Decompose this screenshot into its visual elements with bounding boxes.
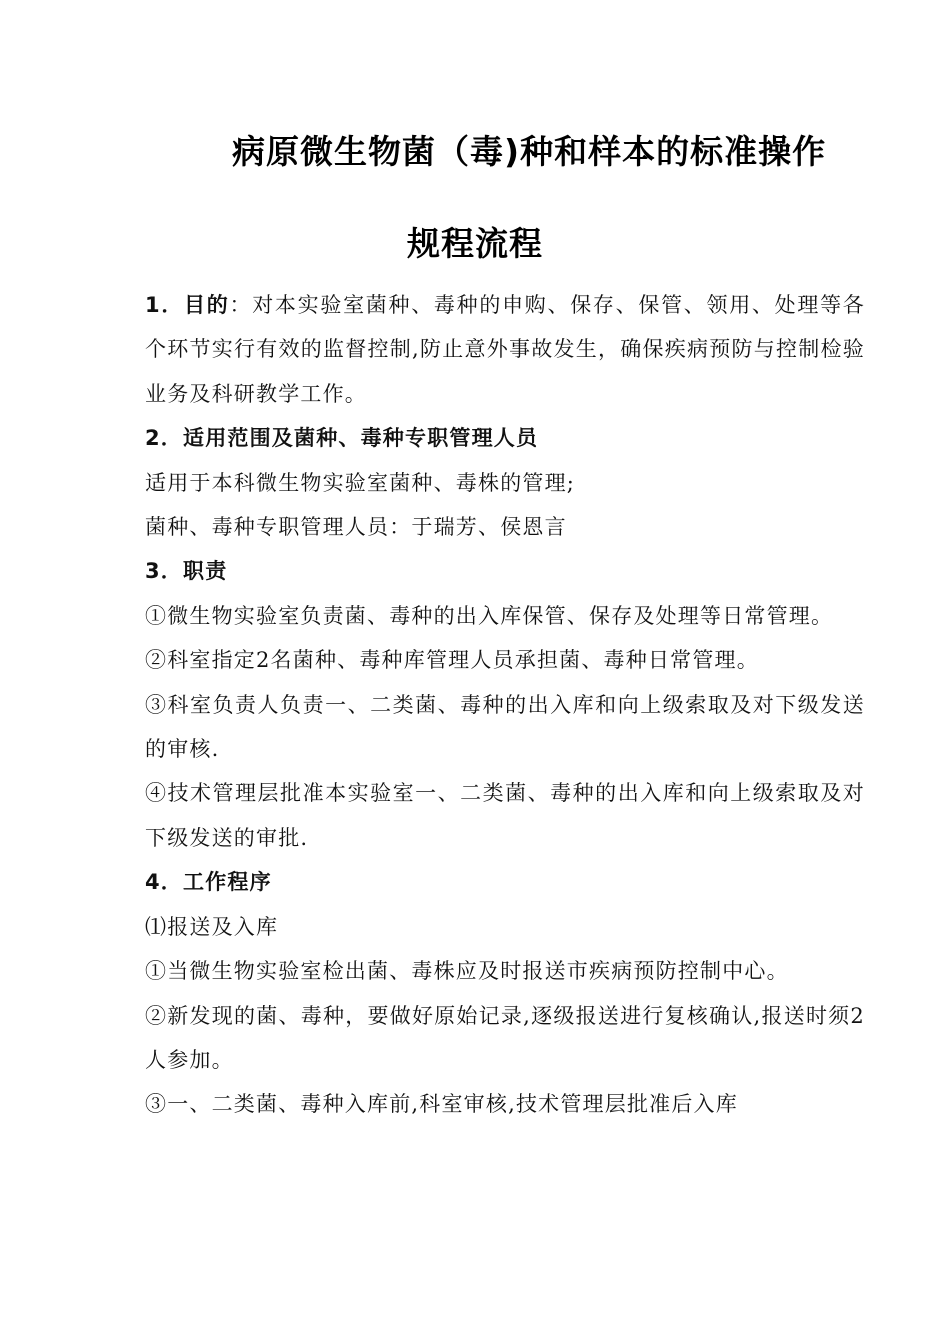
section-3-item-1: ①微生物实验室负责菌、毒种的出入库保管、保存及处理等日常管理。 (145, 603, 834, 628)
section-1-text: 对本实验室菌种、毒种的申购、保存、保管、领用、处理等各个环节实行有效的监督控制,防止意外事故发生，确保疾病预防与控制检验业务及科研教学工作。 (145, 293, 865, 406)
section-3-item-4: ④技术管理层批准本实验室一、二类菌、毒种的出入库和向上级索取及对下级发送的审批. (145, 781, 865, 850)
document-title-line-1: 病原微生物菌（毒)种和样本的标准操作 (232, 132, 827, 171)
section-4-heading: 4．工作程序 (145, 870, 272, 895)
section-1-colon: ： (229, 293, 253, 317)
section-3-heading: 3．职责 (145, 559, 228, 584)
section-3-item-3: ③科室负责人负责一、二类菌、毒种的出入库和向上级索取及对下级发送的审核. (145, 692, 865, 762)
section-2-line-2: 菌种、毒种专职管理人员：于瑞芳、侯恩言 (145, 515, 567, 540)
section-2-heading: 2．适用范围及菌种、毒种专职管理人员 (145, 426, 539, 451)
section-4-item-3: ③一、二类菌、毒种入库前,科室审核,技术管理层批准后入库 (145, 1092, 738, 1117)
section-4-item-1: ①当微生物实验室检出菌、毒株应及时报送市疾病预防控制中心。 (145, 959, 789, 984)
section-3-item-2: ②科室指定2名菌种、毒种库管理人员承担菌、毒种日常管理。 (145, 648, 759, 673)
section-1-paragraph (145, 283, 865, 416)
section-4-item-2: ②新发现的菌、毒种，要做好原始记录,逐级报送进行复核确认,报送时须2人参加。 (145, 1003, 865, 1072)
section-1-label: 1．目的 (145, 293, 230, 317)
document-body (145, 283, 865, 1127)
section-2-line-1: 适用于本科微生物实验室菌种、毒株的管理; (145, 470, 576, 495)
document-title-line-2: 规程流程 (407, 224, 543, 263)
section-4-subheading: ⑴报送及入库 (145, 914, 279, 939)
